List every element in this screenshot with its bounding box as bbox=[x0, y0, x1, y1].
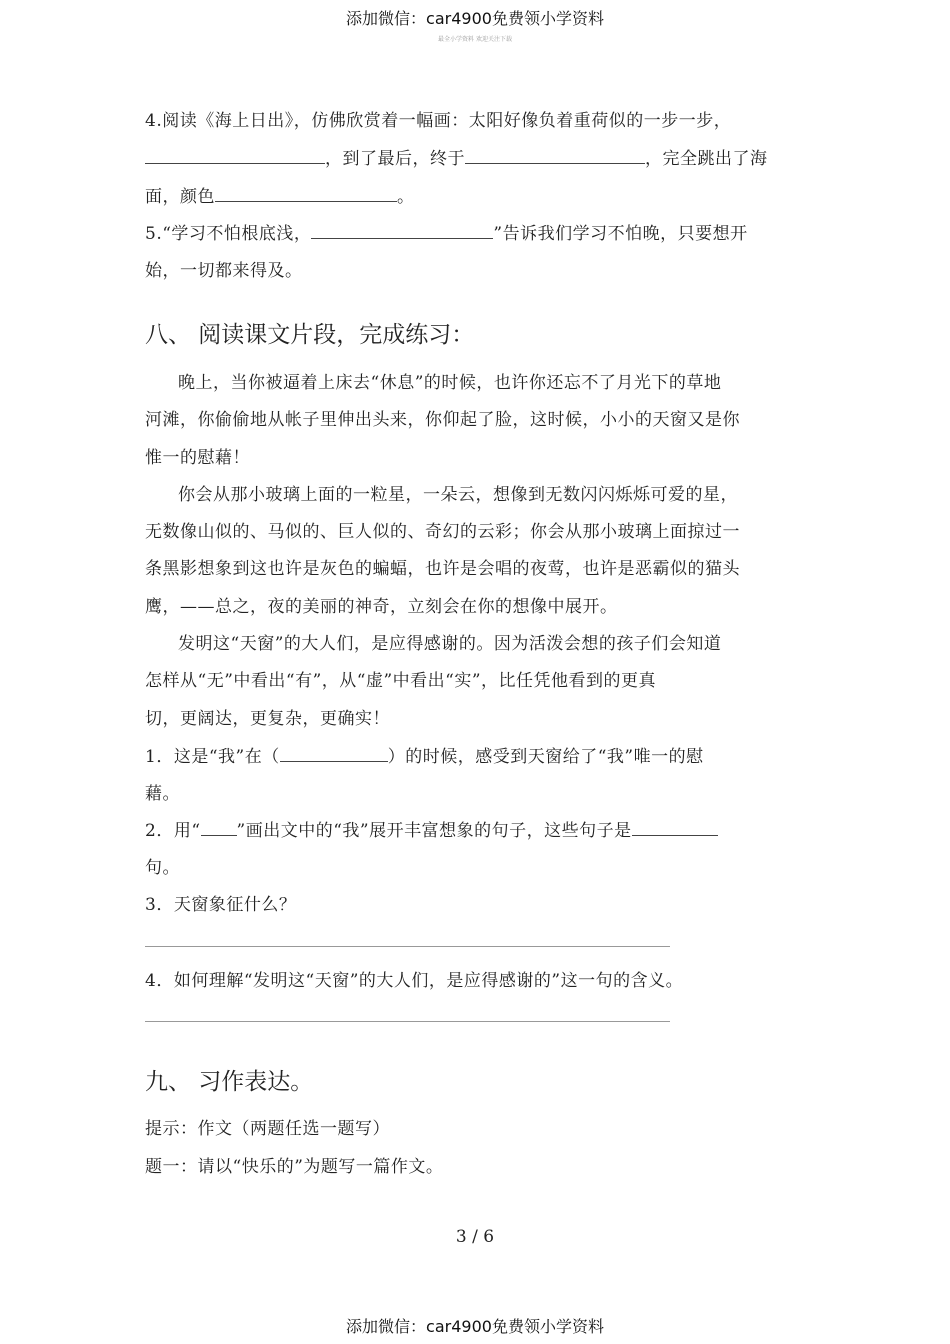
q5-line2: 始，一切都来得及。 bbox=[145, 261, 303, 281]
passage-line: 河滩，你偷偷地从帐子里伸出头来，你仰起了脸，这时候，小小的天窗又是你 bbox=[145, 410, 740, 430]
answer-line[interactable] bbox=[145, 946, 670, 947]
answer-blank[interactable] bbox=[280, 745, 388, 762]
section-8-heading: 八、 阅读课文片段，完成练习： bbox=[145, 322, 475, 348]
section-9-heading: 九、 习作表达。 bbox=[145, 1069, 314, 1095]
question-1-cont: 藉。 bbox=[145, 784, 180, 804]
question-1: 1．这是“我”在（ ）的时候，感受到天窗给了“我”唯一的慰 bbox=[145, 747, 704, 767]
answer-blank[interactable] bbox=[145, 147, 325, 164]
writing-hint: 提示：作文（两题任选一题写） bbox=[145, 1119, 390, 1139]
passage-line: 无数像山似的、马似的、巨人似的、奇幻的云彩；你会从那小玻璃上面掠过一 bbox=[145, 522, 740, 542]
passage-line: 鹰，——总之，夜的美丽的神奇，立刻会在你的想像中展开。 bbox=[145, 597, 618, 617]
answer-line[interactable] bbox=[145, 1021, 670, 1022]
q5-line1: 5.“学习不怕根底浅， ”告诉我们学习不怕晚，只要想开 bbox=[145, 224, 748, 244]
answer-blank[interactable] bbox=[215, 185, 397, 202]
passage-line: 切，更阔达，更复杂，更确实！ bbox=[145, 709, 390, 729]
q4-line2: ，到了最后，终于 ，完全跳出了海 bbox=[145, 144, 768, 169]
writing-topic-1: 题一：请以“快乐的”为题写一篇作文。 bbox=[145, 1157, 444, 1177]
answer-blank[interactable] bbox=[465, 147, 645, 164]
question-4: 4．如何理解“发明这“天窗”的大人们，是应得感谢的”这一句的含义。 bbox=[145, 971, 684, 991]
underline-sample bbox=[201, 819, 237, 836]
passage-line: 条黑影想象到这也许是灰色的蝙蝠，也许是会唱的夜莺，也许是恶霸似的猫头 bbox=[145, 559, 740, 579]
passage-line: 怎样从“无”中看出“有”，从“虚”中看出“实”，比任凭他看到的更真 bbox=[145, 671, 657, 691]
watermark-top: 添加微信：car4900免费领小学资料 bbox=[346, 9, 604, 28]
passage-line: 发明这“天窗”的大人们，是应得感谢的。因为活泼会想的孩子们会知道 bbox=[178, 634, 722, 654]
q4-line3: 面，颜色 。 bbox=[145, 187, 415, 207]
watermark-subtext: 最全小学资料 欢迎关注下载 bbox=[438, 36, 512, 43]
page-number: 3 / 6 bbox=[455, 1227, 495, 1247]
answer-blank[interactable] bbox=[632, 819, 718, 836]
question-2: 2．用“ ”画出文中的“我”展开丰富想象的句子，这些句子是 bbox=[145, 816, 718, 841]
passage-line: 惟一的慰藉！ bbox=[145, 448, 250, 468]
passage-line: 晚上，当你被逼着上床去“休息”的时候，也许你还忘不了月光下的草地 bbox=[178, 373, 722, 393]
answer-blank[interactable] bbox=[311, 222, 493, 239]
question-2-cont: 句。 bbox=[145, 858, 180, 878]
q4-line1: 4.阅读《海上日出》，仿佛欣赏着一幅画：太阳好像负着重荷似的一步一步， bbox=[145, 111, 732, 131]
watermark-bottom: 添加微信：car4900免费领小学资料 bbox=[346, 1317, 604, 1336]
passage-line: 你会从那小玻璃上面的一粒星，一朵云，想像到无数闪闪烁烁可爱的星， bbox=[178, 485, 738, 505]
question-3: 3．天窗象征什么？ bbox=[145, 895, 297, 915]
